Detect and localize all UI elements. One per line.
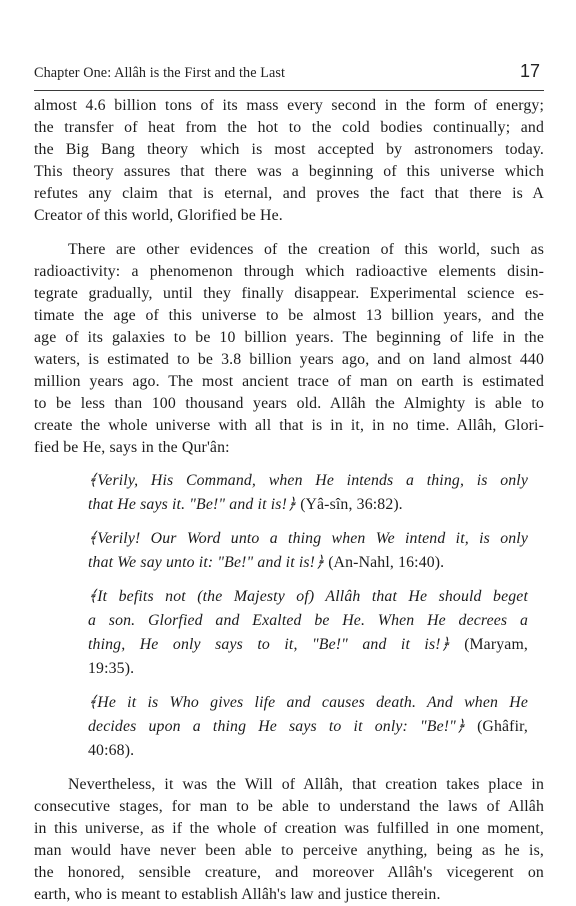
paragraph-2	[34, 239, 544, 460]
text-line: the honored, sensible creature, and moreover Allâh's vicegerent on	[34, 862, 544, 884]
text-line: fied be He, says in the Qur'ân:	[34, 437, 544, 459]
quran-quote-3	[88, 586, 528, 682]
quote-line: ﴾It befits not (the Majesty of) Allâh that He should beget	[88, 586, 528, 610]
text-line: refutes any claim that is eternal, and proves the fact that there is A	[34, 183, 544, 205]
chapter-title: Chapter One: Allâh is the First and the Last	[34, 65, 285, 82]
text-line: Nevertheless, it was the Will of Allâh, that creation takes place in	[34, 774, 544, 796]
text-line: man would have never been able to perceive anything, being as he is,	[34, 840, 544, 862]
text-line: waters, is estimated to be 3.8 billion years ago, and on land almost 440	[34, 349, 544, 371]
text-line: timate the age of this universe to be almost 13 billion years, and the	[34, 305, 544, 327]
text-line: create the whole universe with all that is in it, in no time. Allâh, Glori-	[34, 415, 544, 437]
running-header	[34, 61, 542, 85]
text-line: age of its galaxies to be 10 billion years. The beginning of life in the	[34, 327, 544, 349]
text-line: to be less than 100 thousand years old. Allâh the Almighty is able to	[34, 393, 544, 415]
quran-quote-2	[88, 528, 528, 576]
quote-line: that He says it. "Be!" and it is!﴿ (Yâ-sîn, 36:82).	[88, 494, 528, 518]
quran-quote-4	[88, 692, 528, 764]
quote-line: ﴾He it is Who gives life and causes death. And when He	[88, 692, 528, 716]
text-line: There are other evidences of the creation of this world, such as	[34, 239, 544, 261]
quote-line: thing, He only says to it, "Be!" and it is!﴿ (Maryam,	[88, 634, 528, 658]
quote-line: decides upon a thing He says to it only: "Be!"﴿ (Ghâfir,	[88, 716, 528, 740]
text-line: Creator of this world, Glorified be He.	[34, 205, 544, 227]
quote-line: ﴾Verily! Our Word unto a thing when We intend it, is only	[88, 528, 528, 552]
text-line: in this universe, as if the whole of creation was fulfilled in one moment,	[34, 818, 544, 840]
paragraph-3	[34, 774, 544, 906]
text-line: almost 4.6 billion tons of its mass every second in the form of energy;	[34, 95, 544, 117]
page-number: 17	[520, 61, 540, 82]
text-line: the transfer of heat from the hot to the cold bodies continually; and	[34, 117, 544, 139]
quote-line: a son. Glorfied and Exalted be He. When He decrees a	[88, 610, 528, 634]
body-text	[34, 95, 544, 906]
text-line: the Big Bang theory which is most accepted by astronomers today.	[34, 139, 544, 161]
quote-line: 19:35).	[88, 658, 528, 682]
header-rule	[34, 90, 544, 91]
text-line: earth, who is meant to establish Allâh's law and justice therein.	[34, 884, 544, 906]
text-line: radioactivity: a phenomenon through which radioactive elements disin-	[34, 261, 544, 283]
text-line: This theory assures that there was a beginning of this universe which	[34, 161, 544, 183]
quote-line: that We say unto it: "Be!" and it is!﴿ (An-Nahl, 16:40).	[88, 552, 528, 576]
quote-line: ﴾Verily, His Command, when He intends a thing, is only	[88, 470, 528, 494]
text-line: consecutive stages, for man to be able to understand the laws of Allâh	[34, 796, 544, 818]
quote-line: 40:68).	[88, 740, 528, 764]
text-line: tegrate gradually, until they finally disappear. Experimental science es-	[34, 283, 544, 305]
text-line: million years ago. The most ancient trace of man on earth is estimated	[34, 371, 544, 393]
paragraph-1	[34, 95, 544, 228]
quran-quote-1	[88, 470, 528, 518]
